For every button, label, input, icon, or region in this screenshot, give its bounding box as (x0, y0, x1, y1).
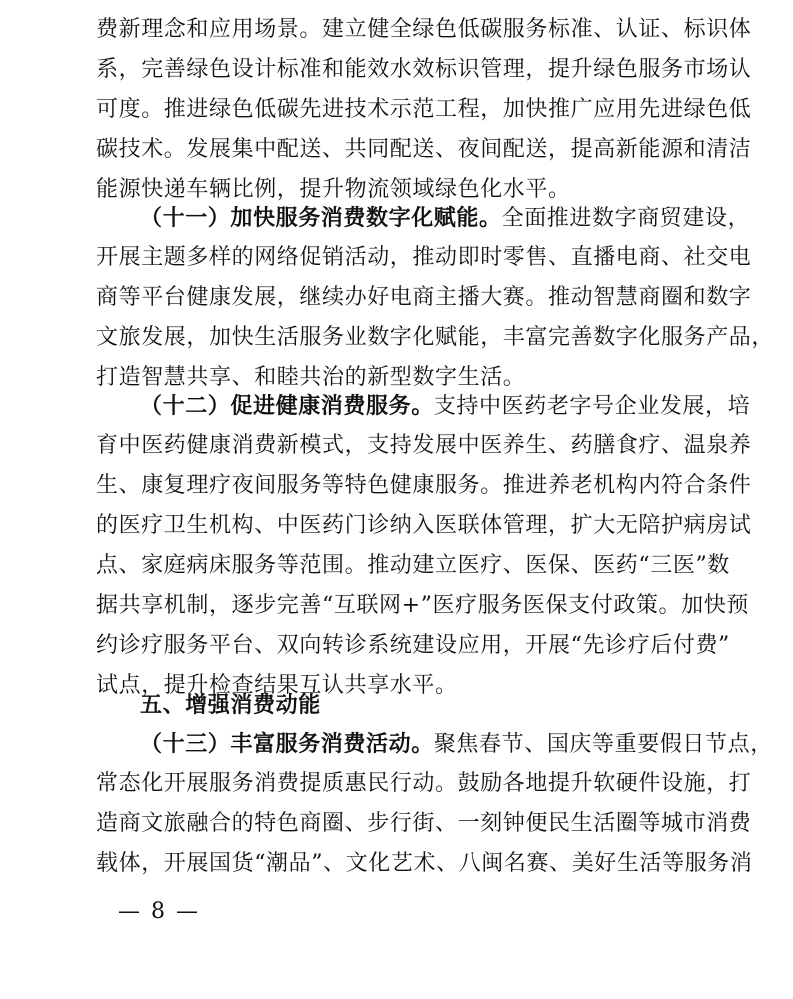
item-13-title: （十三）丰富服务消费活动。 (140, 731, 434, 757)
text-line: 能源快递车辆比例，提升物流领域绿色化水平。 (96, 177, 571, 202)
item-13-first-line (96, 724, 773, 764)
text-line: 开展主题多样的网络促销活动，推动即时零售、直播电商、社交电 (96, 245, 752, 270)
item-12-title: （十二）促进健康消费服务。 (140, 393, 434, 419)
item-12-first-line-text: 支持中医药老字号企业发展，培 (433, 394, 751, 419)
section-5-block (96, 686, 712, 726)
item-11-first-line (96, 198, 751, 238)
item-11-title: （十一）加快服务消费数字化赋能。 (140, 205, 502, 231)
item-11-first-line-text: 全面推进数字商贸建设， (501, 206, 751, 231)
text-line: 的医疗卫生机构、中医药门诊纳入医联体管理，扩大无陪护病房试 (96, 513, 752, 538)
text-line: 约诊疗服务平台、双向转诊系统建设应用，开展“先诊疗后付费” (96, 633, 730, 658)
text-line: 载体，开展国货“潮品”、文化艺术、八闽名赛、美好生活等服务消 (96, 851, 753, 876)
item-11-paragraph (96, 198, 775, 398)
page-number: — 8 — (118, 899, 200, 924)
text-line: 碳技术。发展集中配送、共同配送、夜间配送，提高新能源和清洁 (96, 137, 752, 162)
text-line: 文旅发展，加快生活服务业数字化赋能，丰富完善数字化服务产品， (96, 325, 775, 350)
text-line: 生、康复理疗夜间服务等特色健康服务。推进养老机构内符合条件 (96, 473, 752, 498)
text-line: 打造智慧共享、和睦共治的新型数字生活。 (96, 365, 526, 390)
intro-paragraph (96, 10, 752, 210)
text-line: 点、家庭病床服务等范围。推动建立医疗、医保、医药“三医”数 (96, 553, 730, 578)
item-12-first-line (96, 386, 751, 426)
text-line: 造商文旅融合的特色商圈、步行街、一刻钟便民生活圈等城市消费 (96, 811, 752, 836)
text-line: 可度。推进绿色低碳先进技术示范工程，加快推广应用先进绿色低 (96, 97, 752, 122)
text-line: 常态化开展服务消费提质惠民行动。鼓励各地提升软硬件设施，打 (96, 771, 752, 796)
item-12-paragraph (96, 386, 752, 706)
text-line: 费新理念和应用场景。建立健全绿色低碳服务标准、认证、标识体 (96, 17, 752, 42)
text-line: 系，完善绿色设计标准和能效水效标识管理，提升绿色服务市场认 (96, 57, 752, 82)
text-line: 据共享机制，逐步完善“互联网+”医疗服务医保支付政策。加快预 (96, 593, 749, 618)
text-line: 商等平台健康发展，继续办好电商主播大赛。推动智慧商圈和数字 (96, 285, 752, 310)
item-13-paragraph (96, 724, 773, 884)
item-13-first-line-text: 聚焦春节、国庆等重要假日节点， (433, 732, 773, 757)
text-line: 育中医药健康消费新模式，支持发展中医养生、药膳食疗、温泉养 (96, 433, 752, 458)
text-line: 试点，提升检查结果互认共享水平。 (96, 673, 458, 698)
section-5-heading: 五、增强消费动能 (140, 693, 321, 718)
